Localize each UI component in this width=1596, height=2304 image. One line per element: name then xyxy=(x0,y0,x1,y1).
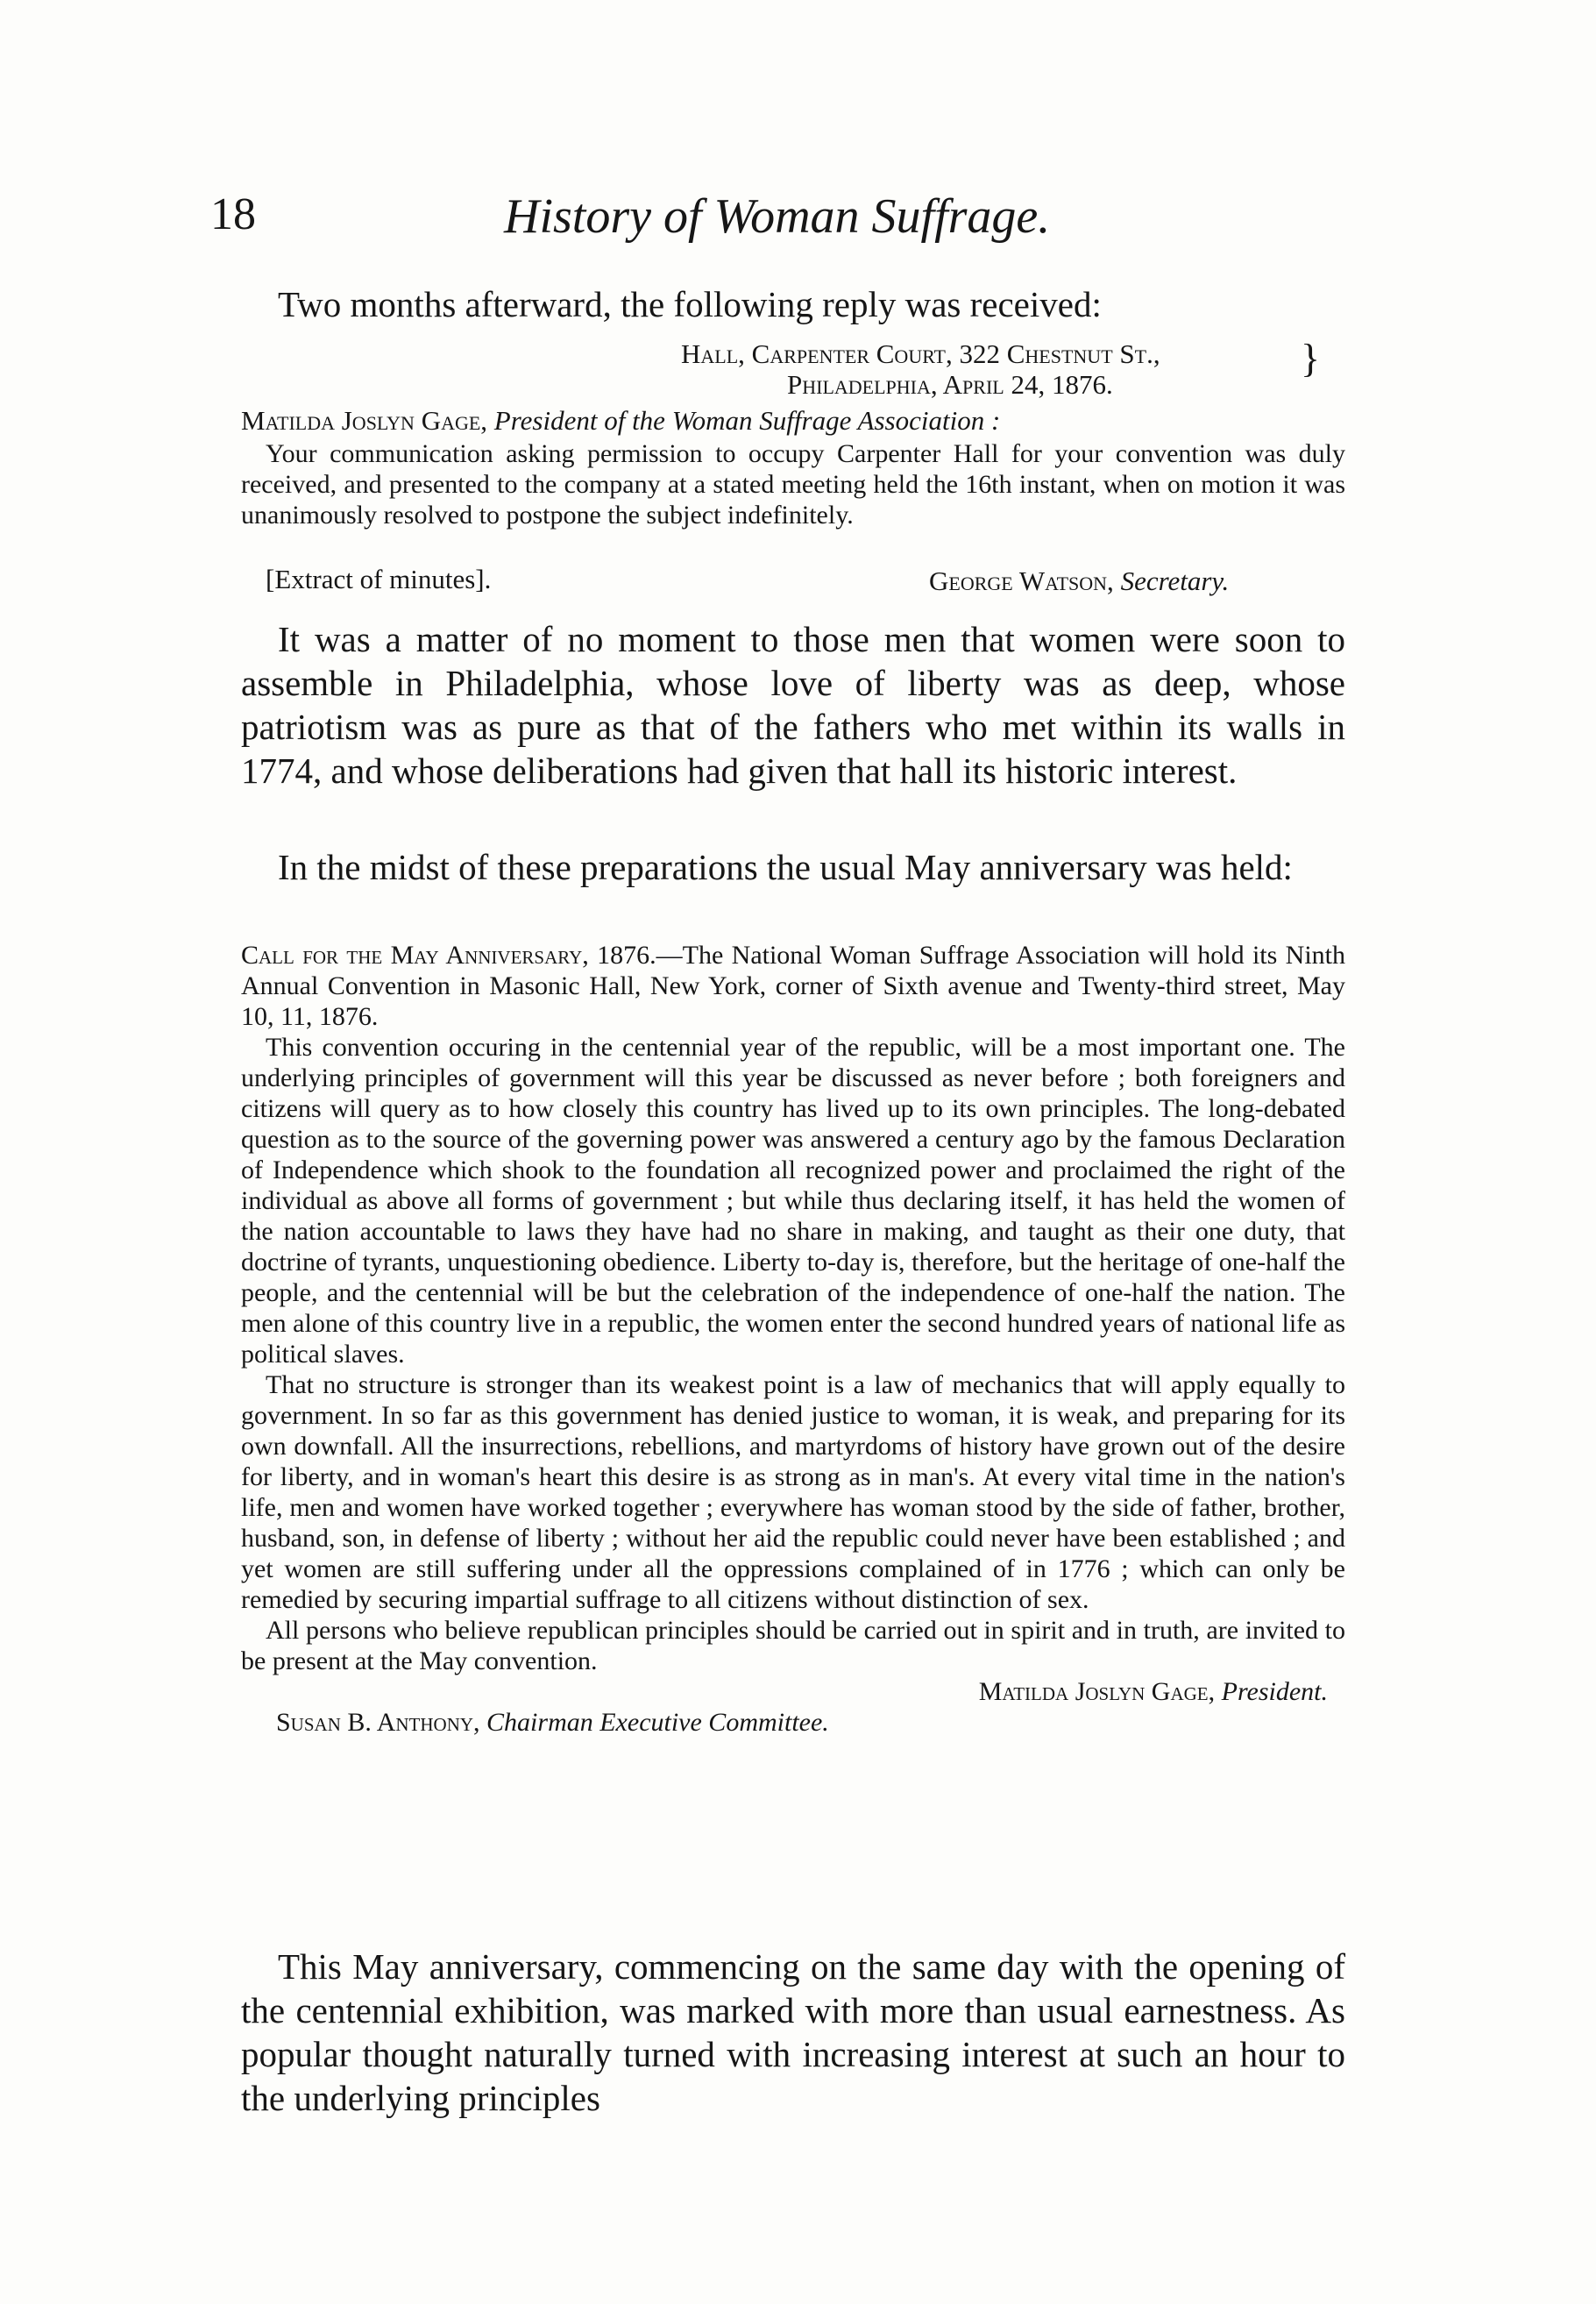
salutation-name: Matilda Joslyn Gage, xyxy=(241,405,488,436)
chairman-name: Susan B. Anthony, xyxy=(276,1708,480,1737)
running-head xyxy=(210,188,1350,250)
call-paragraph-4: All persons who believe republican principles should be carried out in spirit and in truth, are invited to be present at the May convention. xyxy=(241,1616,1345,1675)
call-heading: Call for the May Anniversary, 1876. xyxy=(241,941,656,970)
signer-title: Secretary. xyxy=(1120,565,1230,596)
call-for-may-anniversary xyxy=(241,940,1345,1738)
paragraph-centennial-exhibition: This May anniversary, commencing on the same day with the opening of the centennial exhibition, was marked with more than usual earnestness. As popular thought naturally turned with increasing interest at such an hour to the underlying principles xyxy=(241,1946,1345,2118)
call-signature-chairman xyxy=(241,1707,1345,1738)
paragraph-may-anniversary: In the midst of these preparations the usual May anniversary was held: xyxy=(278,847,1293,887)
chairman-title: Chairman Executive Committee. xyxy=(486,1708,829,1737)
paragraph-carpenter-hall: It was a matter of no moment to those men that women were soon to assemble in Philadelphia, whose love of liberty was as deep, whose patriotism was as pure as that of the fathers who met within its walls in 1774, and whose deliberations had given that hall its historic interest. xyxy=(241,619,1345,791)
call-signature-president xyxy=(241,1676,1345,1707)
call-paragraph-3: That no structure is stronger than its weakest point is a law of mechanics that will apply equally to government. In so far as this government has denied justice to woman, it is weak, and preparing for its own downfall. All the insurrections, rebellions, and martyrdoms of history have grown out of the desire for liberty, and in woman's heart this desire is as strong as in man's. At every vital time in the nation's life, men and women have worked together ; everywhere has woman stood by the side of father, brother, husband, son, in defense of liberty ; without her aid the republic could never have been established ; and yet women are still suffering under all the oppressions complained of in 1776 ; which can only be remedied by securing impartial suffrage to all citizens without distinction of sex. xyxy=(241,1370,1345,1614)
call-first-text: —The National Woman Suffrage Association will hold its Ninth Annual Convention in Masonic Hall, New York, corner of Sixth avenue and Twenty-third street, May 10, 11, 1876. xyxy=(241,941,1345,1031)
call-paragraph-2: This convention occuring in the centennial year of the republic, will be a most important one. The underlying principles of government will this year be discussed as never before ; both foreigners and citizens will query as to how closely this country has lived up to its own principles. The long-debated question as to the source of the governing power was answered a century ago by the famous Declaration of Independence which shook to the foundation all recognized power and proclaimed the right of the individual as above all forms of government ; but while thus declaring itself, it has held the women of the nation accountable to laws they have had no share in making, and taught as their one duty, that doctrine of tyrants, unquestioning obedience. Liberty to-day is, therefore, but the heritage of one-half the people, and the centennial will be but the celebration of the independence of one-half the nation. The men alone of this country live in a republic, the women enter the second hundred years of national life as political slaves. xyxy=(241,1033,1345,1369)
president-title: President. xyxy=(1221,1677,1328,1706)
letter-signature xyxy=(929,565,1229,597)
letter-body: Your communication asking permission to occupy Carpenter Hall for your convention was duly received, and presented to the company at a stated meeting held the 16th instant, when on motion it was unanimously resolved to postpone the subject indefinitely. xyxy=(241,439,1345,530)
letter-extract-note: [Extract of minutes]. xyxy=(266,564,492,594)
intro-sentence: Two months afterward, the following reply was received: xyxy=(278,284,1102,324)
letter-address-line2: Philadelphia, April 24, 1876. xyxy=(787,369,1113,400)
letter-address-line1: Hall, Carpenter Court, 322 Chestnut St., xyxy=(681,338,1160,369)
call-first-paragraph xyxy=(241,940,1345,1032)
letter-salutation xyxy=(241,405,1000,437)
brace-symbol: } xyxy=(1301,336,1321,380)
signer-name: George Watson, xyxy=(929,565,1114,596)
running-title: History of Woman Suffrage. xyxy=(504,189,1051,244)
president-name: Matilda Joslyn Gage, xyxy=(978,1677,1216,1706)
salutation-title: President of the Woman Suffrage Association : xyxy=(493,405,1001,436)
page-number: 18 xyxy=(210,189,256,239)
